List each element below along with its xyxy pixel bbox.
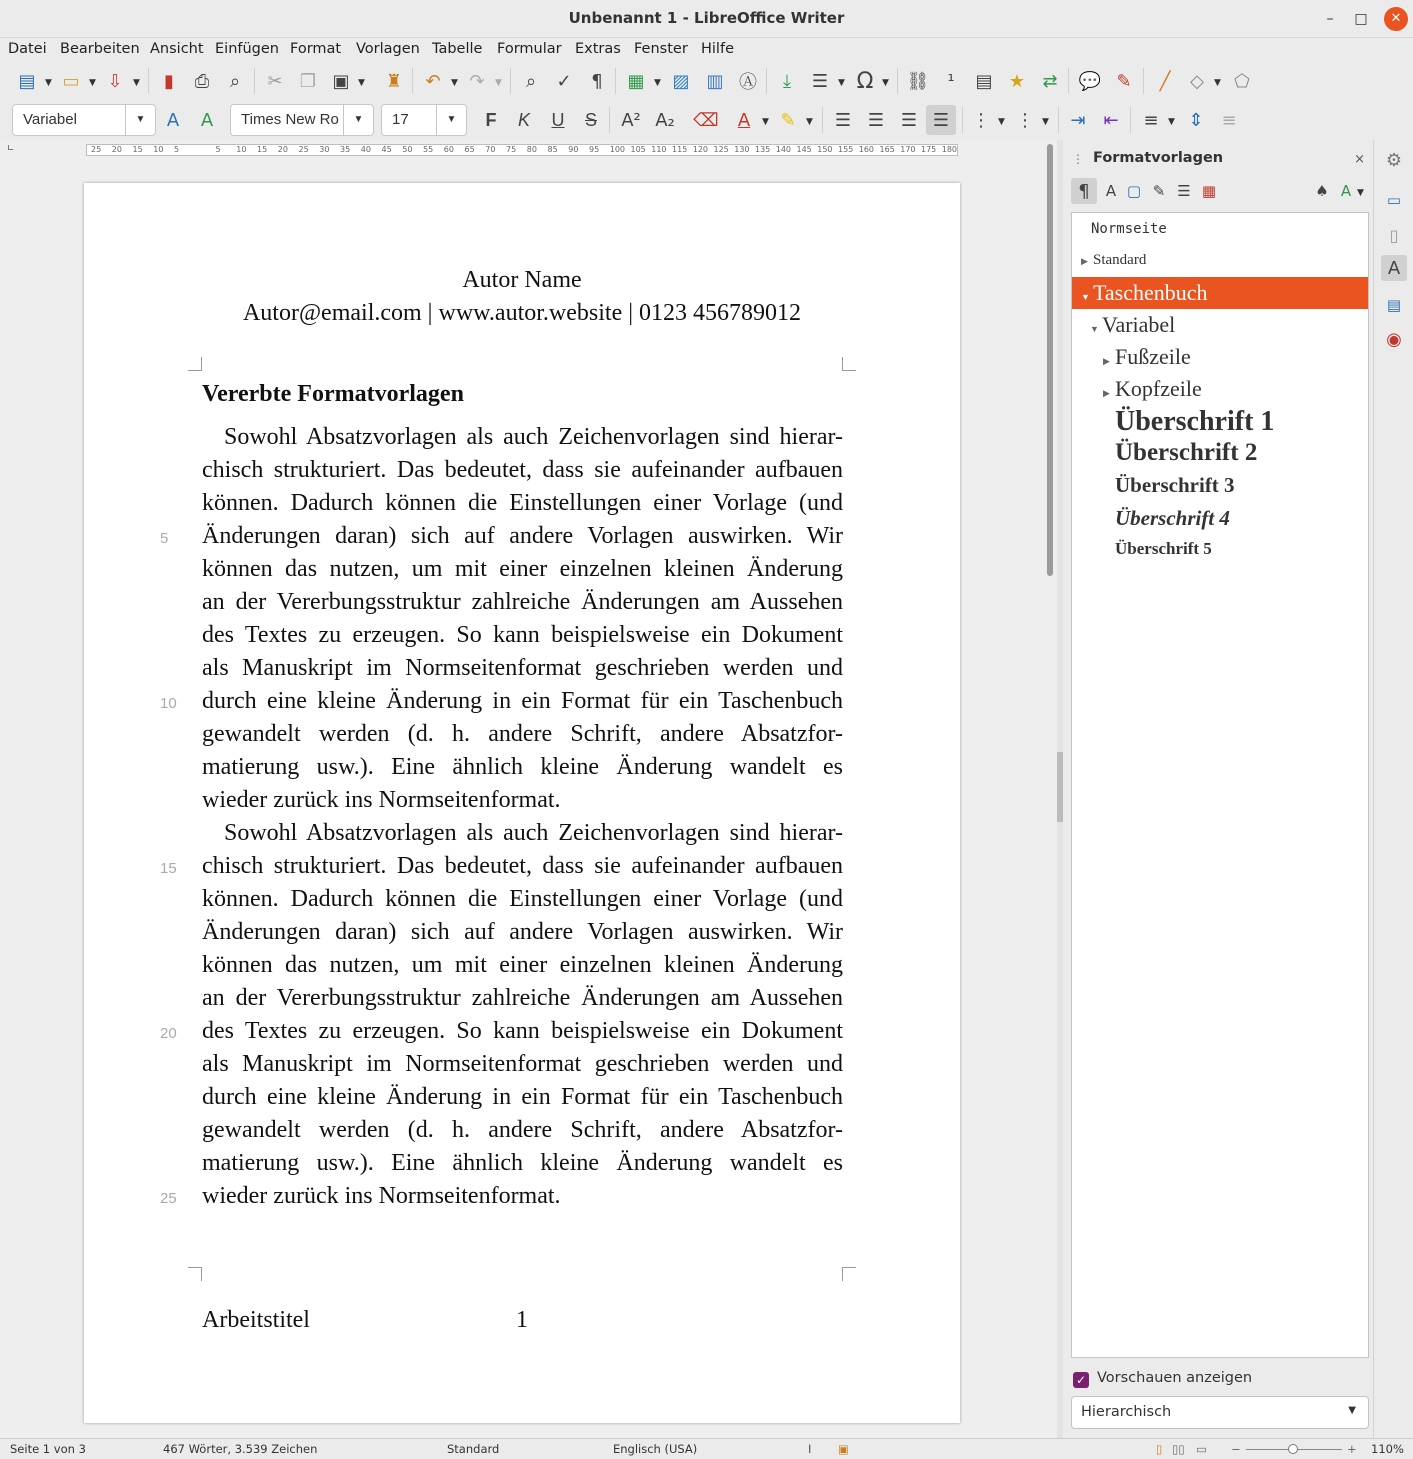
- separator: [1068, 68, 1069, 94]
- ruler-tick-label: 115: [672, 145, 688, 154]
- table-styles-icon[interactable]: ▦: [1201, 182, 1217, 200]
- style-item-ueberschrift-3[interactable]: Überschrift 3: [1115, 473, 1235, 497]
- sidebar-settings-icon[interactable]: ⚙: [1385, 149, 1403, 171]
- collapse-arrow-icon[interactable]: ▼: [1090, 324, 1099, 334]
- style-label: Kopfzeile: [1115, 376, 1202, 401]
- status-page[interactable]: Seite 1 von 3: [10, 1442, 86, 1456]
- text-line: gewandelt werden (d. h. andere Schrift, andere Absatzfor-: [202, 721, 843, 747]
- style-item-taschenbuch[interactable]: [1072, 277, 1368, 309]
- sidebar-tab-bar: [1373, 140, 1413, 1438]
- find-replace-icon[interactable]: ⌕: [525, 70, 537, 92]
- text-line: matierung usw.). Eine ähnlich kleine Änderung wandelt es: [202, 1150, 843, 1176]
- hyperlink-icon[interactable]: ⛓: [906, 70, 930, 92]
- decrease-paragraph-spacing-icon[interactable]: ≡: [1221, 109, 1237, 131]
- insert-chart-icon[interactable]: ▥: [706, 70, 724, 92]
- menu-einfuegen[interactable]: Einfügen: [215, 41, 279, 57]
- ruler-tick-label: 120: [692, 145, 709, 154]
- redo-icon[interactable]: ↷: [469, 70, 485, 92]
- ruler-tick-label: 100: [609, 145, 626, 154]
- sidebar-title: Formatvorlagen: [1093, 150, 1224, 166]
- separator: [766, 68, 767, 94]
- cut-icon[interactable]: ✂: [267, 70, 283, 92]
- show-previews-label: Vorschauen anzeigen: [1097, 1370, 1253, 1386]
- clear-formatting-icon[interactable]: ⌫: [693, 109, 719, 131]
- text-line: chisch strukturiert. Das bedeutet, dass sie aufeinander aufbauen: [202, 853, 843, 879]
- ruler-tick-label: 155: [838, 145, 854, 154]
- gallery-icon[interactable]: ▤: [1386, 296, 1402, 314]
- open-folder-icon[interactable]: ▭: [62, 70, 80, 92]
- spelling-icon[interactable]: ✓: [556, 70, 572, 92]
- comment-icon[interactable]: 💬: [1078, 70, 1102, 92]
- align-center-icon[interactable]: ☰: [867, 109, 885, 131]
- ruler-tick-label: 85: [547, 145, 558, 154]
- style-item-ueberschrift-5[interactable]: Überschrift 5: [1115, 539, 1212, 558]
- chevron-down-icon[interactable]: ▼: [89, 78, 96, 88]
- style-item-kopfzeile[interactable]: [1103, 376, 1202, 402]
- ruler-tick-label: 40: [360, 145, 371, 154]
- style-item-standard[interactable]: [1081, 252, 1146, 269]
- update-style-icon[interactable]: A: [166, 109, 180, 131]
- ruler-tick-label: 25: [298, 145, 309, 154]
- draw-functions-icon[interactable]: ⬠: [1234, 70, 1250, 92]
- chevron-down-icon[interactable]: ▼: [436, 105, 466, 135]
- text-line: können das nutzen, um mit einer einzelnen kleinen Änderung: [202, 556, 843, 582]
- chevron-down-icon[interactable]: ▼: [838, 78, 845, 88]
- insert-mode-icon[interactable]: I: [808, 1442, 812, 1456]
- chevron-down-icon[interactable]: ▼: [125, 105, 155, 135]
- font-name-value: Times New Ro: [241, 111, 339, 128]
- ruler-tick-label: 160: [858, 145, 875, 154]
- style-item-normseite[interactable]: Normseite: [1091, 221, 1167, 237]
- document-body[interactable]: [202, 421, 843, 1213]
- book-view-icon[interactable]: ▭: [1196, 1442, 1207, 1456]
- chevron-down-icon[interactable]: ▼: [451, 78, 458, 88]
- text-line: als Manuskript im Normseitenformat geschrieben werden und: [202, 655, 843, 681]
- font-name-combo[interactable]: [230, 104, 374, 136]
- style-item-ueberschrift-4[interactable]: Überschrift 4: [1115, 506, 1230, 530]
- line-spacing-icon[interactable]: ≡: [1143, 109, 1159, 131]
- status-page-style[interactable]: Standard: [447, 1442, 500, 1456]
- ruler-tick-label: 15: [132, 145, 143, 154]
- strikethrough-icon[interactable]: S: [584, 109, 597, 130]
- font-color-icon[interactable]: A: [737, 109, 751, 131]
- undo-icon[interactable]: ↶: [425, 70, 441, 92]
- expand-arrow-icon[interactable]: ▶: [1081, 256, 1088, 266]
- status-zoom[interactable]: 110%: [1371, 1442, 1404, 1456]
- chevron-down-icon[interactable]: ▼: [1348, 1405, 1356, 1416]
- menu-tabelle[interactable]: Tabelle: [432, 41, 483, 57]
- menu-hilfe[interactable]: Hilfe: [701, 41, 734, 57]
- endnote-icon[interactable]: ▤: [975, 70, 993, 92]
- text-line: an der Vererbungsstruktur zahlreiche Änderungen am Aussehen: [202, 589, 843, 615]
- text-line: Änderungen daran) sich auf andere Vorlagen auswirken. Wir: [202, 919, 843, 945]
- ruler-tick-label: 165: [879, 145, 895, 154]
- ruler-tick-label: 20: [111, 145, 122, 154]
- ruler-scale[interactable]: [86, 144, 958, 156]
- status-bar: [0, 1438, 1413, 1459]
- paragraph-style-combo[interactable]: [12, 104, 156, 136]
- line-number: 20: [160, 1025, 177, 1042]
- character-styles-icon[interactable]: A: [1105, 182, 1117, 200]
- style-item-ueberschrift-1[interactable]: Überschrift 1: [1115, 406, 1275, 437]
- ruler-tick-label: 65: [464, 145, 475, 154]
- bookmark-icon[interactable]: ★: [1008, 70, 1026, 92]
- zoom-out-icon[interactable]: −: [1231, 1442, 1241, 1456]
- frame-styles-icon[interactable]: ▢: [1126, 182, 1142, 200]
- title-bar: [0, 0, 1413, 38]
- expand-arrow-icon[interactable]: ▶: [1103, 356, 1110, 366]
- new-document-icon[interactable]: ▤: [18, 70, 36, 92]
- text-line: Sowohl Absatzvorlagen als auch Zeichenvorlagen sind hierar-: [224, 820, 843, 846]
- chevron-down-icon[interactable]: ▼: [358, 78, 365, 88]
- formatting-toolbar: [0, 100, 1413, 140]
- save-icon[interactable]: ⇩: [107, 70, 123, 92]
- styles-actions-icon[interactable]: A: [1340, 182, 1352, 200]
- crop-mark: [188, 1267, 202, 1281]
- styles-sidebar: [1063, 140, 1373, 1438]
- ruler-tick-label: 180: [941, 145, 958, 154]
- ruler-tick-label: 175: [921, 145, 937, 154]
- ruler-tick-label: 80: [526, 145, 537, 154]
- ruler-tick-label: 105: [630, 145, 646, 154]
- text-line: Sowohl Absatzvorlagen als auch Zeichenvorlagen sind hierar-: [224, 424, 843, 450]
- window-title: Unbenannt 1 - LibreOffice Writer: [568, 9, 845, 27]
- zoom-slider-thumb[interactable]: [1288, 1444, 1298, 1454]
- style-label: Variabel: [1102, 312, 1176, 337]
- line-number: 10: [160, 695, 177, 712]
- ruler-tick-label: 125: [713, 145, 729, 154]
- ruler-tick-label: 130: [734, 145, 750, 154]
- text-line: können. Dadurch können die Einstellungen einer Vorlage (und: [202, 886, 843, 912]
- ruler-tick-label: 75: [506, 145, 517, 154]
- superscript-icon[interactable]: A²: [621, 109, 641, 131]
- style-list[interactable]: [1071, 212, 1369, 1358]
- ruler-tick-label: 150: [817, 145, 833, 154]
- page-icon[interactable]: ▯: [1389, 225, 1399, 245]
- bold-icon[interactable]: F: [485, 109, 497, 130]
- ruler-tick-label: 5: [174, 145, 180, 154]
- font-size-combo[interactable]: [381, 104, 467, 136]
- styles-tab-icon[interactable]: A: [1381, 255, 1407, 281]
- ruler-tick-label: 35: [340, 145, 351, 154]
- text-line: können. Dadurch können die Einstellungen einer Vorlage (und: [202, 490, 843, 516]
- insert-table-icon[interactable]: ▦: [627, 70, 645, 92]
- ruler-tick-label: 10: [153, 145, 164, 154]
- insert-textbox-icon[interactable]: Ⓐ: [739, 72, 757, 93]
- tab-stop-icon[interactable]: ∟: [7, 144, 15, 154]
- text-line: chisch strukturiert. Das bedeutet, dass sie aufeinander aufbauen: [202, 457, 843, 483]
- ruler-tick-label: 15: [257, 145, 268, 154]
- text-line: des Textes zu erzeugen. So kann beispielsweise ein Dokument: [202, 622, 843, 648]
- increase-paragraph-spacing-icon[interactable]: ⇕: [1188, 109, 1204, 131]
- separator: [148, 68, 149, 94]
- collapse-arrow-icon[interactable]: ▼: [1081, 292, 1090, 302]
- text-line: gewandelt werden (d. h. andere Schrift, andere Absatzfor-: [202, 1117, 843, 1143]
- ruler-tick-label: 30: [319, 145, 330, 154]
- ruler-tick-label: 55: [423, 145, 434, 154]
- paste-icon[interactable]: ▣: [332, 70, 350, 92]
- new-style-icon[interactable]: A: [200, 109, 214, 131]
- style-filter-value: Hierarchisch: [1081, 1404, 1172, 1420]
- text-line: matierung usw.). Eine ähnlich kleine Änderung wandelt es: [202, 754, 843, 780]
- footer-title: Arbeitstitel: [202, 1307, 310, 1333]
- print-preview-icon[interactable]: ⌕: [229, 70, 241, 92]
- sidebar-close-icon[interactable]: ×: [1354, 152, 1365, 167]
- crop-mark: [842, 357, 856, 371]
- chevron-down-icon[interactable]: ▼: [654, 78, 661, 88]
- list-styles-icon[interactable]: ☰: [1177, 182, 1191, 200]
- text-line: wieder zurück ins Normseitenformat.: [202, 1183, 561, 1209]
- separator: [897, 68, 898, 94]
- track-changes-icon[interactable]: ✎: [1116, 70, 1132, 92]
- separator: [1130, 107, 1131, 133]
- menu-format[interactable]: Format: [290, 41, 342, 57]
- style-item-fusszeile[interactable]: [1103, 344, 1191, 370]
- multi-page-view-icon[interactable]: ▯▯: [1172, 1442, 1185, 1456]
- page[interactable]: [84, 183, 960, 1423]
- decrease-indent-icon[interactable]: ⇤: [1103, 109, 1119, 131]
- text-line: Änderungen daran) sich auf andere Vorlagen auswirken. Wir: [202, 523, 843, 549]
- expand-arrow-icon[interactable]: ▶: [1103, 388, 1110, 398]
- separator: [1143, 68, 1144, 94]
- highlight-color-icon[interactable]: ✎: [780, 109, 796, 131]
- paragraph-style-value: Variabel: [23, 111, 77, 128]
- ruler-tick-label: 5: [215, 145, 221, 154]
- special-character-icon[interactable]: Ω: [856, 68, 874, 94]
- chevron-down-icon[interactable]: ▼: [1168, 117, 1175, 127]
- crop-mark: [188, 357, 202, 371]
- insert-field-icon[interactable]: ☰: [811, 70, 829, 92]
- line-number: 5: [160, 530, 169, 547]
- chevron-down-icon[interactable]: ▼: [998, 117, 1005, 127]
- separator: [412, 68, 413, 94]
- justify-icon[interactable]: ☰: [926, 105, 956, 135]
- ruler-tick-label: 20: [277, 145, 288, 154]
- status-language[interactable]: Englisch (USA): [613, 1442, 698, 1456]
- separator: [615, 68, 616, 94]
- vertical-scrollbar[interactable]: [1045, 140, 1057, 1438]
- text-line: durch eine kleine Änderung in ein Format für ein Taschenbuch: [202, 1084, 843, 1110]
- navigator-icon[interactable]: ◉: [1386, 328, 1402, 350]
- style-item-variabel[interactable]: [1090, 312, 1175, 338]
- clone-formatting-icon[interactable]: ♜: [385, 70, 403, 92]
- font-size-value: 17: [392, 111, 409, 128]
- menu-formular[interactable]: Formular: [497, 41, 562, 57]
- underline-icon[interactable]: U: [551, 109, 565, 130]
- style-label: Taschenbuch: [1093, 280, 1208, 305]
- ruler-tick-label: 140: [775, 145, 792, 154]
- ruler-tick-label: 135: [755, 145, 771, 154]
- chevron-down-icon[interactable]: ▼: [45, 78, 52, 88]
- separator: [962, 107, 963, 133]
- basic-shapes-icon[interactable]: ◇: [1190, 70, 1204, 92]
- subscript-icon[interactable]: A₂: [655, 109, 675, 131]
- properties-icon[interactable]: ▭: [1386, 191, 1402, 209]
- menu-bar: [0, 38, 1413, 62]
- menu-extras[interactable]: Extras: [575, 41, 621, 57]
- line-number: 25: [160, 1190, 177, 1207]
- ruler-tick-label: 170: [900, 145, 916, 154]
- ruler-tick-label: 90: [568, 145, 579, 154]
- chevron-down-icon[interactable]: ▼: [1357, 188, 1364, 198]
- crop-mark: [842, 1267, 856, 1281]
- style-label: Fußzeile: [1115, 344, 1191, 369]
- chevron-down-icon[interactable]: ▼: [762, 117, 769, 127]
- cross-reference-icon[interactable]: ⇄: [1042, 70, 1058, 92]
- text-line: durch eine kleine Änderung in ein Format für ein Taschenbuch: [202, 688, 843, 714]
- document-heading: Vererbte Formatvorlagen: [202, 381, 464, 407]
- text-line: des Textes zu erzeugen. So kann beispielsweise ein Dokument: [202, 1018, 843, 1044]
- separator: [254, 68, 255, 94]
- document-modified-icon[interactable]: ▣: [838, 1442, 849, 1456]
- separator: [822, 107, 823, 133]
- standard-toolbar: [0, 62, 1413, 100]
- text-line: wieder zurück ins Normseitenformat.: [202, 787, 561, 813]
- footer-page-number: 1: [516, 1307, 528, 1333]
- document-area[interactable]: [0, 162, 1045, 1438]
- header-author-name: Autor Name: [462, 267, 582, 293]
- text-line: können das nutzen, um mit einer einzelnen kleinen Änderung: [202, 952, 843, 978]
- scrollbar-thumb[interactable]: [1047, 144, 1053, 576]
- footnote-icon[interactable]: ¹: [947, 70, 955, 92]
- single-page-view-icon[interactable]: ▯: [1156, 1442, 1163, 1456]
- ruler-tick-label: 110: [651, 145, 667, 154]
- menu-vorlagen[interactable]: Vorlagen: [356, 41, 420, 57]
- ordered-list-icon[interactable]: ⋮: [1016, 109, 1034, 131]
- menu-bearbeiten[interactable]: Bearbeiten: [60, 41, 140, 57]
- chevron-down-icon[interactable]: ▼: [343, 105, 373, 135]
- menu-datei[interactable]: Datei: [8, 41, 47, 57]
- chevron-down-icon[interactable]: ▼: [133, 78, 140, 88]
- chevron-down-icon[interactable]: ▼: [495, 78, 502, 88]
- chevron-down-icon[interactable]: ▼: [1214, 78, 1221, 88]
- export-pdf-icon[interactable]: ▮: [164, 70, 174, 92]
- increase-indent-icon[interactable]: ⇥: [1070, 109, 1086, 131]
- menu-fenster[interactable]: Fenster: [634, 41, 688, 57]
- status-word-count[interactable]: 467 Wörter, 3.539 Zeichen: [163, 1442, 318, 1456]
- show-previews-checkbox[interactable]: ✓: [1073, 1372, 1089, 1388]
- insert-line-icon[interactable]: ╱: [1159, 70, 1171, 92]
- chevron-down-icon[interactable]: ▼: [882, 78, 889, 88]
- ruler-tick-label: 95: [589, 145, 600, 154]
- page-styles-icon[interactable]: ✎: [1152, 182, 1166, 200]
- horizontal-ruler[interactable]: [0, 140, 1060, 162]
- style-filter-select[interactable]: [1071, 1396, 1369, 1429]
- chevron-down-icon[interactable]: ▼: [806, 117, 813, 127]
- text-line: an der Vererbungsstruktur zahlreiche Änderungen am Aussehen: [202, 985, 843, 1011]
- line-number: 15: [160, 860, 177, 877]
- align-right-icon[interactable]: ☰: [900, 109, 918, 131]
- insert-image-icon[interactable]: ▨: [672, 70, 690, 92]
- print-icon[interactable]: ⎙: [194, 70, 210, 92]
- separator: [1058, 107, 1059, 133]
- ruler-tick-label: 10: [236, 145, 247, 154]
- ruler-tick-label: 70: [485, 145, 496, 154]
- style-label: Standard: [1093, 252, 1147, 268]
- formatting-marks-icon[interactable]: ¶: [591, 70, 603, 92]
- style-item-ueberschrift-2[interactable]: Überschrift 2: [1115, 439, 1258, 466]
- chevron-down-icon[interactable]: ▼: [1042, 117, 1049, 127]
- fill-format-mode-icon[interactable]: ♠: [1315, 182, 1329, 200]
- zoom-in-icon[interactable]: +: [1347, 1442, 1357, 1456]
- text-line: als Manuskript im Normseitenformat geschrieben werden und: [202, 1051, 843, 1077]
- copy-icon[interactable]: ❐: [299, 70, 317, 92]
- align-left-icon[interactable]: ☰: [834, 109, 852, 131]
- maximize-button[interactable]: □: [1354, 11, 1368, 27]
- ruler-tick-label: 145: [796, 145, 812, 154]
- ruler-tick-label: 45: [381, 145, 392, 154]
- ruler-tick-label: 60: [443, 145, 454, 154]
- italic-icon[interactable]: K: [517, 109, 530, 130]
- unordered-list-icon[interactable]: ⋮: [972, 109, 990, 131]
- grip-icon[interactable]: ⋮: [1072, 152, 1084, 166]
- paragraph-styles-icon[interactable]: ¶: [1071, 178, 1097, 204]
- insert-page-break-icon[interactable]: ⤓: [783, 70, 791, 92]
- header-contact: Autor@email.com | www.autor.website | 0123 456789012: [242, 300, 802, 326]
- ruler-tick-label: 25: [91, 145, 102, 154]
- minimize-button[interactable]: –: [1326, 11, 1334, 27]
- separator: [510, 68, 511, 94]
- menu-ansicht[interactable]: Ansicht: [150, 41, 204, 57]
- close-button[interactable]: ✕: [1384, 7, 1408, 31]
- separator: [609, 107, 610, 133]
- ruler-tick-label: 50: [402, 145, 413, 154]
